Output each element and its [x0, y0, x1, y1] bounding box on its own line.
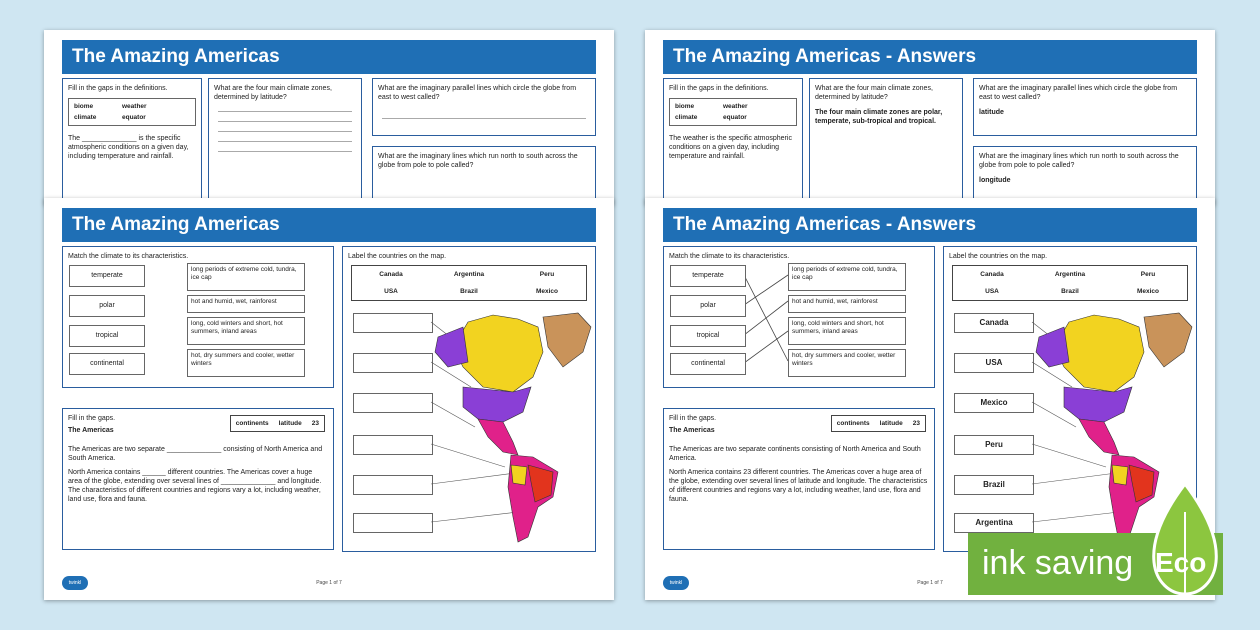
climate-card[interactable]: temperate	[69, 265, 145, 287]
page-number: Page 1 of 7	[316, 580, 342, 586]
country-word-bank	[952, 265, 1188, 301]
label-box[interactable]	[353, 393, 433, 413]
climate-card[interactable]: polar	[69, 295, 145, 317]
word: Argentina	[453, 271, 485, 278]
answer-text: latitude	[979, 109, 1004, 116]
answer-line[interactable]	[218, 121, 352, 122]
answer-line[interactable]	[382, 118, 586, 119]
characteristic-card[interactable]: hot, dry summers and cooler, wetter winters	[187, 349, 305, 377]
instruction: Fill in the gaps.	[68, 415, 116, 422]
paragraph: The Americas are two separate continents consisting of North America and South America.	[669, 446, 921, 462]
word: 23	[912, 420, 920, 427]
climate-card[interactable]: tropical	[69, 325, 145, 347]
answer-text: The four main climate zones are polar, temperate, sub-tropical and tropical.	[815, 109, 943, 125]
word: Canada	[379, 271, 403, 278]
label-box[interactable]: Peru	[954, 435, 1034, 455]
label-box[interactable]: USA	[954, 353, 1034, 373]
paragraph: The Americas are two separate ______________ consisting of North America and South America.	[68, 446, 323, 462]
label-box[interactable]: Mexico	[954, 393, 1034, 413]
word: climate	[675, 114, 698, 121]
worksheet-back-left	[44, 30, 614, 205]
label-box[interactable]	[353, 353, 433, 373]
sheet-title: The Amazing Americas - Answers	[663, 40, 1197, 74]
word: latitude	[879, 420, 903, 427]
climate-zone-question-box	[809, 78, 963, 203]
word: continents	[836, 420, 870, 427]
climate-zone-question-box	[208, 78, 362, 203]
characteristic-card[interactable]: hot and humid, wet, rainforest	[187, 295, 305, 313]
footer	[62, 570, 596, 592]
section-heading: The Americas	[669, 427, 715, 434]
section-heading: The Americas	[68, 427, 114, 434]
sheet-title: The Amazing Americas	[62, 208, 596, 242]
meridian-question-box	[372, 146, 596, 203]
instruction: Label the countries on the map.	[949, 253, 1048, 260]
label-box[interactable]: Canada	[954, 313, 1034, 333]
climate-card[interactable]: continental	[670, 353, 746, 375]
word: USA	[384, 288, 398, 295]
parallel-lines-question-box	[372, 78, 596, 136]
word: equator	[122, 114, 146, 121]
word-bank	[831, 415, 926, 432]
climate-match-box	[663, 246, 935, 388]
answer-line[interactable]	[218, 141, 352, 142]
characteristic-card[interactable]: long periods of extreme cold, tundra, ice cap	[788, 263, 906, 291]
definitions-box	[663, 78, 803, 203]
definitions-box	[62, 78, 202, 203]
map-box	[342, 246, 596, 552]
meridian-question-box	[973, 146, 1197, 203]
word: weather	[122, 103, 147, 110]
question: What are the imaginary lines which run north to south across the globe from pole to pole called?	[979, 153, 1179, 169]
twinkl-logo: twinkl	[663, 576, 689, 590]
paragraph: North America contains ______ different countries. The Americas cover a huge area of the globe, extending over several lines of ______________ and longitude. The characteristics of different countries and regions vary a lot, including weather, land use, flora and fauna.	[68, 469, 322, 503]
characteristic-card[interactable]: long, cold winters and short, hot summers, inland areas	[187, 317, 305, 345]
label-box[interactable]	[353, 475, 433, 495]
word: Brazil	[460, 288, 478, 295]
question: What are the four main climate zones, determined by latitude?	[214, 85, 332, 101]
paragraph: North America contains 23 different countries. The Americas cover a huge area of the globe, extending over several lines of latitude and longitude. The characteristics of different countries and regions vary a lot, including weather, land use, flora and fauna.	[669, 469, 928, 503]
answer-line[interactable]	[218, 131, 352, 132]
answer-line[interactable]	[218, 111, 352, 112]
instruction: Label the countries on the map.	[348, 253, 447, 260]
answer-text: longitude	[979, 177, 1011, 184]
question: What are the imaginary parallel lines which circle the globe from east to west called?	[979, 85, 1178, 101]
word: Mexico	[1136, 288, 1160, 295]
label-box[interactable]: Argentina	[954, 513, 1034, 533]
word: Peru	[539, 271, 555, 278]
word: Brazil	[1061, 288, 1079, 295]
eco-label: Eco	[1155, 547, 1207, 578]
word-bank	[230, 415, 325, 432]
word: weather	[723, 103, 748, 110]
worksheet-front-left	[44, 198, 614, 600]
fill-gaps-box	[62, 408, 334, 550]
word: Canada	[980, 271, 1004, 278]
fill-gaps-box	[663, 408, 935, 550]
question: What are the imaginary parallel lines which circle the globe from east to west called?	[378, 85, 577, 101]
word: Mexico	[535, 288, 559, 295]
word: biome	[675, 103, 695, 110]
parallel-lines-question-box	[973, 78, 1197, 136]
country-word-bank	[351, 265, 587, 301]
matching-lines	[744, 261, 790, 381]
worksheet-back-right	[645, 30, 1215, 205]
twinkl-logo: twinkl	[62, 576, 88, 590]
word: equator	[723, 114, 747, 121]
sheet-title: The Amazing Americas - Answers	[663, 208, 1197, 242]
word: Peru	[1140, 271, 1156, 278]
instruction: Match the climate to its characteristics.	[68, 253, 189, 260]
word: latitude	[278, 420, 302, 427]
climate-match-box	[62, 246, 334, 388]
label-box[interactable]	[353, 313, 433, 333]
label-box[interactable]	[353, 513, 433, 533]
leaf-icon	[1140, 482, 1230, 602]
word: USA	[985, 288, 999, 295]
word: 23	[311, 420, 319, 427]
word: continents	[235, 420, 269, 427]
definition-text: The ______________ is the specific atmospheric conditions on a given day, including temperature and rainfall.	[68, 135, 189, 160]
word-bank	[669, 98, 797, 126]
question: What are the imaginary lines which run north to south across the globe from pole to pole called?	[378, 153, 578, 169]
climate-card[interactable]: temperate	[670, 265, 746, 287]
instruction: Fill in the gaps.	[669, 415, 717, 422]
instruction: Fill in the gaps in the definitions.	[669, 85, 769, 92]
word: Argentina	[1054, 271, 1086, 278]
climate-card[interactable]: continental	[69, 353, 145, 375]
instruction: Match the climate to its characteristics.	[669, 253, 790, 260]
ink-saving-label: ink saving	[982, 544, 1134, 582]
label-box[interactable]: Brazil	[954, 475, 1034, 495]
climate-card[interactable]: tropical	[670, 325, 746, 347]
characteristic-card[interactable]: long, cold winters and short, hot summers, inland areas	[788, 317, 906, 345]
sheet-title: The Amazing Americas	[62, 40, 596, 74]
definition-text: The weather is the specific atmospheric conditions on a given day, including temperature and rainfall.	[669, 135, 792, 160]
characteristic-card[interactable]: hot and humid, wet, rainforest	[788, 295, 906, 313]
characteristic-card[interactable]: long periods of extreme cold, tundra, ice cap	[187, 263, 305, 291]
word: climate	[74, 114, 97, 121]
label-box[interactable]	[353, 435, 433, 455]
word: biome	[74, 103, 94, 110]
word-bank	[68, 98, 196, 126]
characteristic-card[interactable]: hot, dry summers and cooler, wetter winters	[788, 349, 906, 377]
americas-map	[423, 307, 593, 547]
instruction: Fill in the gaps in the definitions.	[68, 85, 168, 92]
page-number: Page 1 of 7	[917, 580, 943, 586]
question: What are the four main climate zones, determined by latitude?	[815, 85, 933, 101]
climate-card[interactable]: polar	[670, 295, 746, 317]
answer-line[interactable]	[218, 151, 352, 152]
